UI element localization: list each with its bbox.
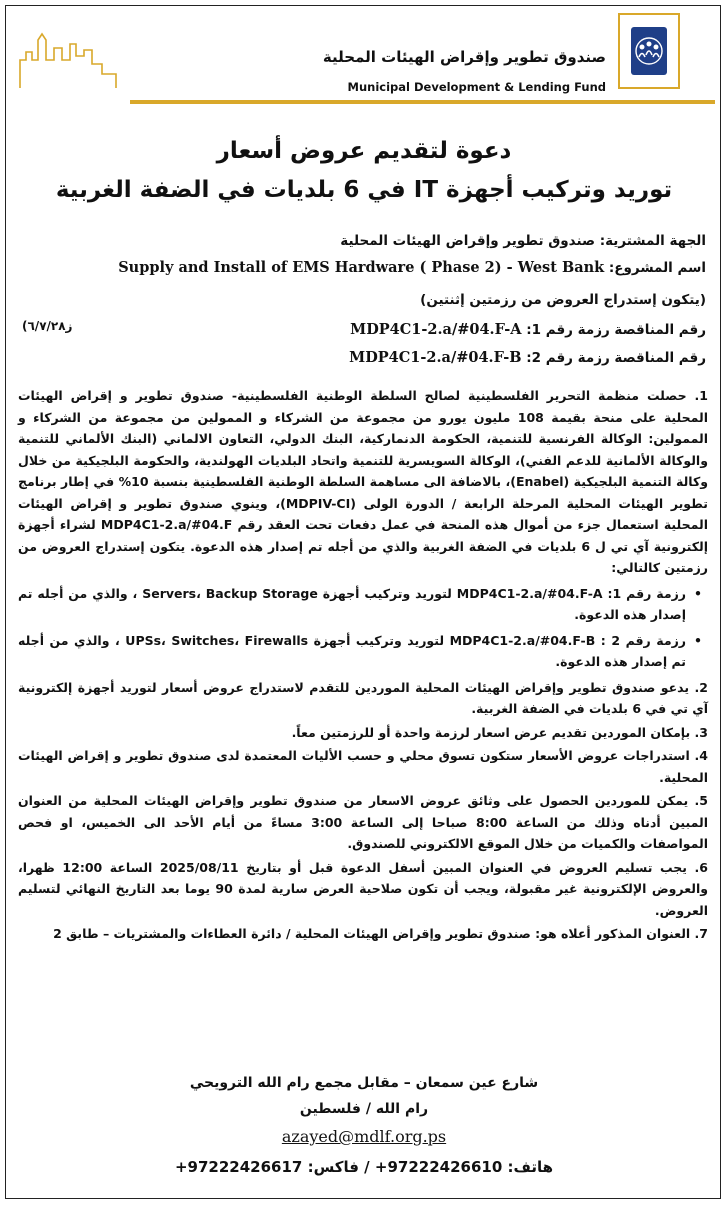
- lot1-code: MDP4C1-2.a/#04.F-A: [350, 321, 522, 338]
- paragraph-1: 1. حصلت منظمة التحرير الفلسطينية لصالح السلطة الوطنية الفلسطينية- صندوق تطوير و إقراض الهيئات المحلية على منحة بقيمة 108 مليون يورو من مجموعة من الشركاء و الممولين من مجموعة من الشركاء و الممولين: الوكالة الفرنسية للتنمية، الحكومة الدنماركية، البنك الدولي، التعاون الالماني (البنك الألماني للتنمية والوكالة الألمانية للدعم الفني)، الوكالة السويسرية للتنمية واتحاد البلديات الهولندية، والحكومة البلجيكية من خلال وكالة التنمية البلجيكية (Enabel)، بالاضافة الى مساهمة السلطة الوطنية الفلسطينية بنسبة 10% في إطار برنامج تطوير الهيئات المحلية المرحلة الرابعة / الدورة الولى (MDPIV-CI)، وينوي صندوق تطوير و إقراض الهيئات المحلية استعمال جزء من أموال هذه المنحة في عمل دفعات تحت العقد رقم MDP4C1-2.a/#04.F لشراء أجهزة إلكترونية آي تي ل 6 بلديات في الضفة الغربية والذي من أجله تم إصدار هذه الدعوة. يتكون إستدراج العروض من رزمتين كالتالي:: [18, 388, 708, 575]
- bullet-lot-1: • رزمة رقم 1: MDP4C1-2.a/#04.F-A لتوريد وتركيب أجهزة Servers، Backup Storage ، والذي من أجله تم إصدار هذه الدعوة.: [18, 585, 702, 622]
- bullet-lot-2: • رزمة رقم 2 : MDP4C1-2.a/#04.F-B لتوريد وتركيب أجهزة UPSs، Switches، Firewalls ، والذي من أجله تم إصدار هذه الدعوة.: [18, 632, 702, 669]
- lot1-line: [16, 320, 706, 340]
- contact-phones: هاتف: 97222426610+ / فاكس: 97222426617+: [174, 1158, 554, 1176]
- bullet-lot-2-text: رزمة رقم 2 : MDP4C1-2.a/#04.F-B لتوريد وتركيب أجهزة UPSs، Switches، Firewalls ، والذي من أجله تم إصدار هذه الدعوة.: [18, 632, 687, 669]
- lots-note: (يتكون إستدراج العروض من رزمتين إثنتين): [420, 292, 706, 308]
- paragraph-5: 5. يمكن للموردين الحصول على وثائق عروض الاسعار من صندوق تطوير وإقراض الهيئات المحلية من العنوان المبين أدناه وذلك من الساعة 8:00 صباحا إلى الساعة 3:00 مساءً من أيام الأحد الى الخميس، او فحص المواصفات والكميات من خلال الموقع الالكتروني للصندوق.: [18, 793, 708, 851]
- email-link[interactable]: azayed@mdlf.org.ps: [281, 1127, 447, 1146]
- org-name-en: Municipal Development & Lending Fund: [347, 80, 606, 94]
- page-subtitle: توريد وتركيب أجهزة IT في 6 بلديات في الضفة الغربية: [55, 177, 673, 203]
- reference-date: ز٦/٧/٢٨): [22, 319, 73, 333]
- header: [0, 0, 728, 120]
- lot2-label: رقم المناقصة رزمة رقم 2:: [526, 350, 706, 366]
- project-label: اسم المشروع:: [608, 260, 706, 276]
- buyer-line: الجهة المشترية: صندوق تطوير وإقراض الهيئات المحلية: [340, 233, 706, 249]
- people-circle-icon: [627, 23, 671, 79]
- paragraph-3: 3. بإمكان الموردين تقديم عرض اسعار لرزمة واحدة أو للرزمتين معاً.: [291, 724, 708, 740]
- lot2-code: MDP4C1-2.a/#04.F-B: [349, 349, 522, 366]
- lot2-line: [16, 348, 706, 368]
- org-name-ar: صندوق تطوير وإقراض الهيئات المحلية: [322, 48, 606, 66]
- contact-street: شارع عين سمعان – مقابل مجمع رام الله الترويحي: [189, 1075, 539, 1091]
- lot1-label: رقم المناقصة رزمة رقم 1:: [526, 322, 706, 338]
- fund-logo: [618, 13, 680, 89]
- project-name: Supply and Install of EMS Hardware ( Phase 2) - West Bank: [118, 259, 605, 276]
- page-title: دعوة لتقديم عروض أسعار: [216, 138, 512, 164]
- paragraph-4: 4. استدراجات عروض الأسعار ستكون تسوق محلي و حسب الأليات المعتمدة لدى صندوق تطوير و إقراض الهيئات المحلية.: [18, 748, 708, 785]
- header-divider: [130, 100, 715, 104]
- notice-body: [18, 385, 708, 947]
- contact-city: رام الله / فلسطين: [299, 1101, 429, 1117]
- paragraph-6: 6. يجب تسليم العروض في العنوان المبين أسفل الدعوة قبل أو بتاريخ 2025/08/11 الساعة 12:00 ظهرا، والعروض الإلكترونية غير مقبولة، ويجب أن تكون صلاحية العرض سارية لمدة 90 يوما بعد التاريخ النهائي لتسليم العروض.: [18, 859, 708, 918]
- contact-email[interactable]: [0, 1127, 728, 1146]
- bullet-lot-1-text: رزمة رقم 1: MDP4C1-2.a/#04.F-A لتوريد وتركيب أجهزة Servers، Backup Storage ، والذي من أجله تم إصدار هذه الدعوة.: [18, 585, 686, 622]
- city-skyline-icon: [18, 30, 118, 90]
- paragraph-7: 7. العنوان المذكور أعلاه هو: صندوق تطوير وإقراض الهيئات المحلية / دائرة العطاءات والمشتريات – طابق 2: [53, 926, 708, 941]
- paragraph-2: 2. يدعو صندوق تطوير وإقراض الهيئات المحلية الموردين للتقدم لاستدراج عروض أسعار لتوريد أجهزة إلكترونية آي تي في 6 بلديات في الضفة الغربية.: [18, 679, 708, 716]
- project-line: [16, 258, 706, 278]
